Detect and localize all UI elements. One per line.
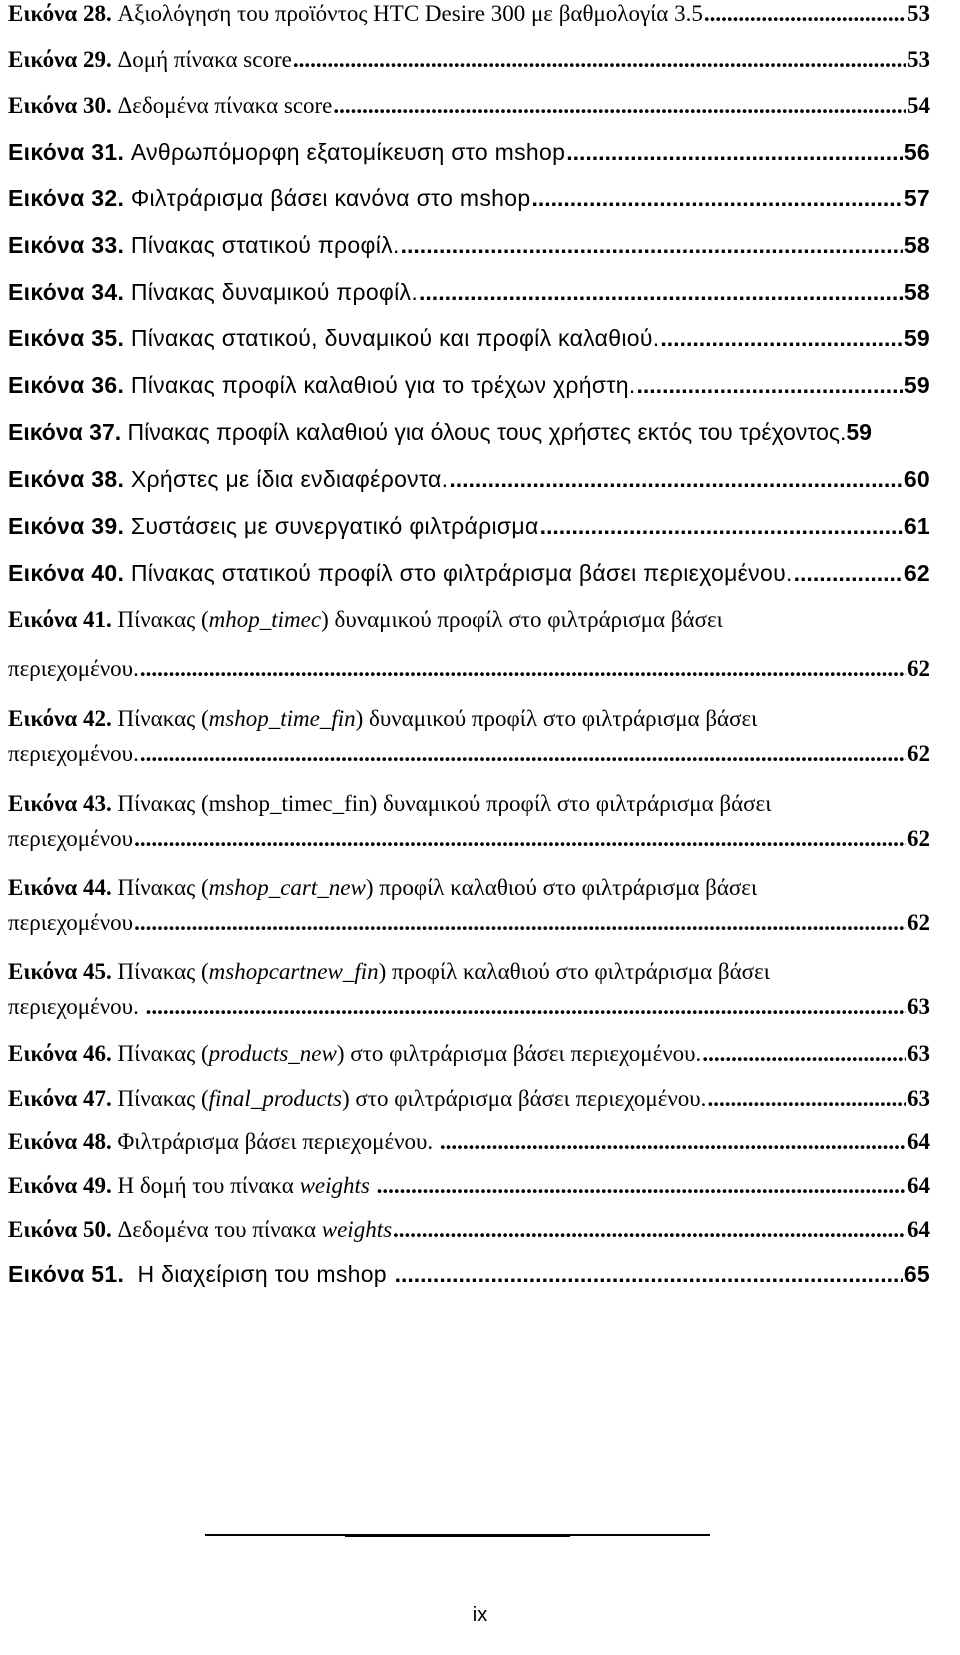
entry-title-post: ) στο φιλτράρισμα βάσει περιεχομένου. xyxy=(341,1086,707,1111)
entry-label: Εικόνα 51. xyxy=(8,1261,125,1287)
toc-entry-33[interactable] xyxy=(8,231,930,259)
entry-label: Εικόνα 43. xyxy=(8,791,112,816)
entry-label: Εικόνα 50. xyxy=(8,1217,112,1242)
entry-page: 63 xyxy=(907,994,930,1019)
entry-title: Πίνακας στατικού, δυναμικού και προφίλ καλαθιού. xyxy=(130,325,660,351)
entry-page: 65 xyxy=(903,1261,930,1287)
dot-leader xyxy=(704,0,906,28)
toc-entry-28[interactable] xyxy=(8,0,930,28)
entry-title: Η διαχείριση του mshop xyxy=(130,1261,394,1287)
entry-title-pre: Πίνακας ( xyxy=(117,607,209,632)
entry-page: 58 xyxy=(903,232,930,258)
entry-page: 64 xyxy=(907,1129,930,1154)
entry-label: Εικόνα 28. xyxy=(8,1,112,26)
entry-page: 53 xyxy=(907,47,930,72)
dot-leader xyxy=(419,278,903,306)
dot-leader xyxy=(134,825,906,853)
entry-page: 63 xyxy=(907,1041,930,1066)
entry-title-pre: Πίνακας ( xyxy=(117,1086,209,1111)
entry-page: 62 xyxy=(907,656,930,681)
toc-entry-37[interactable] xyxy=(8,418,930,446)
entry-title-post xyxy=(370,1172,376,1200)
dot-leader xyxy=(449,465,902,493)
entry-page: 64 xyxy=(907,1173,930,1198)
entry-title-post: ) στο φιλτράρισμα βάσει περιεχομένου. xyxy=(336,1041,702,1066)
entry-title-cont: περιεχομένου. xyxy=(8,994,145,1019)
dot-leader xyxy=(637,371,903,399)
entry-title: Αξιολόγηση του προϊόντος HTC Desire 300 με βαθμολογία 3.5 xyxy=(117,1,703,26)
entry-label: Εικόνα 38. xyxy=(8,466,125,492)
dot-leader xyxy=(702,1040,906,1068)
dot-leader xyxy=(140,740,906,768)
entry-title-cont: περιεχομένου xyxy=(8,910,134,935)
entry-label: Εικόνα 48. xyxy=(8,1129,112,1154)
entry-title: Φιλτράρισμα βάσει κανόνα στο mshop xyxy=(130,185,531,211)
entry-label: Εικόνα 40. xyxy=(8,560,125,586)
entry-page: 58 xyxy=(903,279,930,305)
footer-divider xyxy=(205,1534,710,1536)
page-number: ix xyxy=(472,1604,488,1626)
dot-leader xyxy=(395,1260,903,1288)
dot-leader xyxy=(333,92,906,120)
dot-leader xyxy=(566,138,903,166)
entry-title-post: ) δυναμικού προφίλ στο φιλτράρισμα βάσει xyxy=(355,706,758,731)
toc-entry-49[interactable] xyxy=(8,1172,930,1200)
entry-title: Πίνακας προφίλ καλαθιού για το τρέχων χρήστη. xyxy=(130,372,636,398)
toc-entry-36[interactable] xyxy=(8,371,930,399)
toc-entry-50[interactable] xyxy=(8,1216,930,1244)
toc-entry-29[interactable] xyxy=(8,46,930,74)
entry-label: Εικόνα 33. xyxy=(8,232,125,258)
dot-leader xyxy=(707,1085,906,1113)
entry-page: 53 xyxy=(907,1,930,26)
entry-title-table: weights xyxy=(321,1217,393,1242)
entry-page: 62 xyxy=(907,741,930,766)
entry-label: Εικόνα 49. xyxy=(8,1173,112,1198)
entry-page: 60 xyxy=(903,466,930,492)
entry-title: Πίνακας προφίλ καλαθιού για όλους τους χρήστες εκτός του τρέχοντος. xyxy=(127,419,847,445)
entry-title-table: mshop_time_fin xyxy=(208,706,356,731)
entry-page: 61 xyxy=(903,513,930,539)
entry-title: Δεδομένα πίνακα score xyxy=(117,93,333,118)
dot-leader xyxy=(377,1172,906,1200)
toc-entry-35[interactable] xyxy=(8,324,930,352)
toc-entry-51[interactable] xyxy=(8,1260,930,1288)
dot-leader xyxy=(440,1128,906,1156)
toc-entry-47[interactable] xyxy=(8,1085,930,1113)
entry-label: Εικόνα 32. xyxy=(8,185,125,211)
dot-leader xyxy=(794,559,903,587)
entry-title-cont: περιεχομένου. xyxy=(8,656,139,681)
entry-label: Εικόνα 41. xyxy=(8,607,112,632)
entry-label: Εικόνα 42. xyxy=(8,706,112,731)
entry-page: 59 xyxy=(846,419,872,445)
entry-page: 63 xyxy=(907,1086,930,1111)
entry-title: Φιλτράρισμα βάσει περιεχομένου. xyxy=(117,1129,439,1154)
entry-page: 62 xyxy=(903,560,930,586)
entry-page: 62 xyxy=(907,826,930,851)
entry-title-cont: περιεχομένου xyxy=(8,826,134,851)
entry-page: 57 xyxy=(903,185,930,211)
entry-title: Χρήστες με ίδια ενδιαφέροντα. xyxy=(130,466,449,492)
toc-entry-32[interactable] xyxy=(8,184,930,212)
entry-title-pre: Πίνακας ( xyxy=(117,875,209,900)
entry-page: 59 xyxy=(903,372,930,398)
entry-label: Εικόνα 46. xyxy=(8,1041,112,1066)
toc-entry-46[interactable] xyxy=(8,1040,930,1068)
entry-page: 59 xyxy=(903,325,930,351)
entry-label: Εικόνα 47. xyxy=(8,1086,112,1111)
entry-label: Εικόνα 30. xyxy=(8,93,112,118)
entry-title-post: ) προφίλ καλαθιού στο φιλτράρισμα βάσει xyxy=(378,959,770,984)
entry-title: Δομή πίνακα score xyxy=(117,47,292,72)
entry-title-cont: περιεχομένου. xyxy=(8,741,139,766)
dot-leader xyxy=(134,909,906,937)
toc-entry-34[interactable] xyxy=(8,278,930,306)
toc-entry-48[interactable] xyxy=(8,1128,930,1156)
entry-title-table: mhop_timec xyxy=(208,607,322,632)
dot-leader xyxy=(531,184,902,212)
toc-entry-43[interactable] xyxy=(8,790,930,853)
entry-page: 56 xyxy=(903,139,930,165)
entry-title-table: mshop_cart_new xyxy=(208,875,366,900)
entry-label: Εικόνα 29. xyxy=(8,47,112,72)
entry-title: Πίνακας στατικού προφίλ στο φιλτράρισμα βάσει περιεχομένου. xyxy=(130,560,793,586)
entry-title: Συστάσεις με συνεργατικό φιλτράρισμα xyxy=(130,513,539,539)
entry-label: Εικόνα 39. xyxy=(8,513,125,539)
toc-entry-42[interactable] xyxy=(8,705,930,768)
dot-leader xyxy=(146,993,906,1021)
entry-title-pre: Πίνακας (mshop_timec_fin) δυναμικού προφίλ στο φιλτράρισμα βάσει xyxy=(117,791,772,816)
entry-title-pre: Δεδομένα του πίνακα xyxy=(117,1217,322,1242)
toc-entry-45[interactable] xyxy=(8,958,930,1021)
entry-title: Ανθρωπόμορφη εξατομίκευση στο mshop xyxy=(130,139,566,165)
toc-entry-40[interactable] xyxy=(8,559,930,587)
toc-entry-44[interactable] xyxy=(8,874,930,937)
toc-entry-39[interactable] xyxy=(8,512,930,540)
entry-title-post: ) δυναμικού προφίλ στο φιλτράρισμα βάσει xyxy=(321,607,723,632)
dot-leader xyxy=(293,46,906,74)
entry-title-pre: Πίνακας ( xyxy=(117,706,209,731)
toc-entry-41[interactable] xyxy=(8,606,930,683)
entry-title-post: ) προφίλ καλαθιού στο φιλτράρισμα βάσει xyxy=(365,875,758,900)
entry-title-pre: Η δομή του πίνακα xyxy=(117,1173,300,1198)
dot-leader xyxy=(393,1216,906,1244)
entry-label: Εικόνα 37. xyxy=(8,419,122,445)
toc-entry-38[interactable] xyxy=(8,465,930,493)
dot-leader xyxy=(660,324,902,352)
entry-title-table: final_products xyxy=(208,1086,342,1111)
dot-leader xyxy=(540,512,903,540)
entry-title-table: products_new xyxy=(208,1041,337,1066)
entry-page: 64 xyxy=(907,1217,930,1242)
entry-label: Εικόνα 44. xyxy=(8,875,112,900)
entry-title: Πίνακας δυναμικού προφίλ. xyxy=(130,279,419,305)
entry-title-pre: Πίνακας ( xyxy=(117,1041,209,1066)
entry-title-pre: Πίνακας ( xyxy=(117,959,209,984)
entry-label: Εικόνα 35. xyxy=(8,325,125,351)
entry-label: Εικόνα 31. xyxy=(8,139,125,165)
entry-label: Εικόνα 36. xyxy=(8,372,125,398)
toc-entry-31[interactable] xyxy=(8,138,930,166)
dot-leader xyxy=(140,655,906,683)
dot-leader xyxy=(401,231,903,259)
entry-title: Πίνακας στατικού προφίλ. xyxy=(130,232,400,258)
entry-label: Εικόνα 45. xyxy=(8,959,112,984)
toc-entry-30[interactable] xyxy=(8,92,930,120)
entry-page: 62 xyxy=(907,910,930,935)
entry-title-table: weights xyxy=(299,1173,370,1198)
entry-title-table: mshopcartnew_fin xyxy=(208,959,379,984)
entry-label: Εικόνα 34. xyxy=(8,279,125,305)
entry-page: 54 xyxy=(907,93,930,118)
